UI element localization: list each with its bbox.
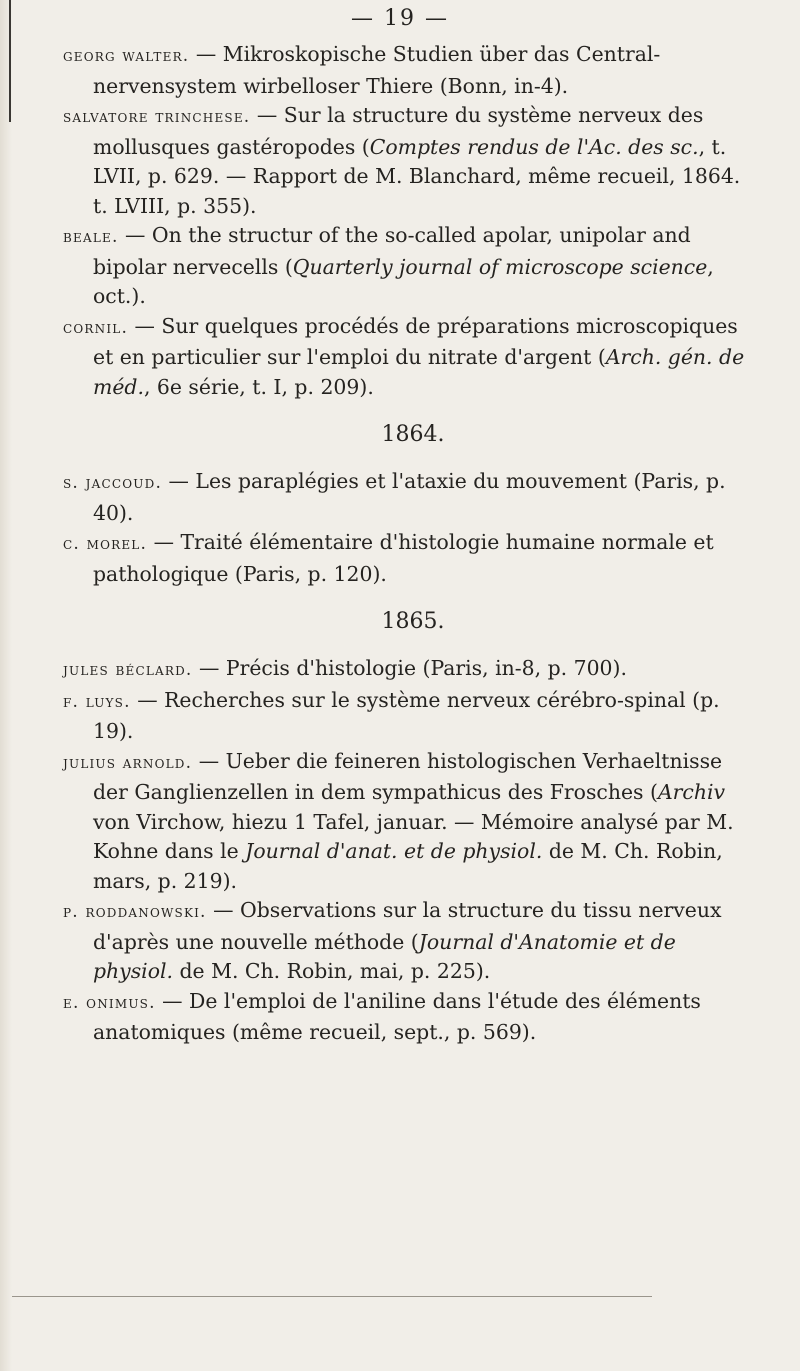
bibliography-list bbox=[63, 40, 753, 1048]
entry-author: p. roddanowski. bbox=[63, 902, 207, 922]
bibliography-entry bbox=[63, 896, 753, 987]
entry-text: — Ueber die feineren histologischen Verhaeltnisse der Ganglienzellen in dem sympathicus des Frosches ( bbox=[93, 748, 723, 804]
bottom-rule bbox=[12, 1296, 652, 1297]
entry-author: beale. bbox=[63, 227, 119, 247]
bibliography-entry bbox=[63, 747, 753, 897]
entry-author: julius arnold. bbox=[63, 752, 193, 773]
entry-source-title: Journal d'anat. et de physiol. bbox=[245, 839, 543, 863]
bibliography-entry bbox=[63, 528, 753, 589]
page-number: — 19 — bbox=[351, 6, 449, 31]
entry-source-title: Quarterly journal of microscope science bbox=[292, 254, 708, 279]
entry-text: — Sur la structure du système nerveux des mollusques gastéropodes ( bbox=[93, 103, 704, 159]
bibliography-entry bbox=[63, 312, 753, 403]
entry-text: — Mikroskopische Studien über das Central-nervensystem wirbelloser Thiere (Bonn, in-4). bbox=[93, 42, 661, 98]
entry-text: — On the structur of the so-called apolar, unipolar and bipolar nervecells ( bbox=[93, 223, 691, 279]
entry-author: e. onimus. bbox=[63, 992, 156, 1013]
entry-text: , oct.). bbox=[93, 254, 714, 308]
entry-text: — De l'emploi de l'aniline dans l'étude des éléments anatomiques (même recueil, sept., p. 569). bbox=[93, 988, 701, 1044]
entry-source-title: Arch. gén. de méd. bbox=[93, 345, 745, 399]
year-heading: 1865. bbox=[381, 609, 445, 634]
entry-author: salvatore trinchese. bbox=[63, 107, 251, 127]
entry-text: — Recherches sur le système nerveux cérébro-spinal (p. 19). bbox=[93, 687, 720, 743]
entry-author: f. luys. bbox=[63, 691, 131, 712]
entry-source-title: Archiv bbox=[657, 780, 726, 804]
bibliography-entry bbox=[63, 40, 753, 101]
entry-source-title: Comptes rendus de l'Ac. des sc. bbox=[369, 134, 699, 159]
entry-text: de M. Ch. Robin, mars, p. 219). bbox=[93, 839, 723, 893]
entry-text: , t. LVII, p. 629. — Rapport de M. Blanchard, même recueil, 1864. t. LVIII, p. 355). bbox=[93, 134, 741, 218]
entry-text: — Observations sur la structure du tissu nerveux d'après une nouvelle méthode ( bbox=[93, 898, 722, 954]
entry-text: — Traité élémentaire d'histologie humaine normale et pathologique (Paris, p. 120). bbox=[93, 530, 714, 586]
page-edge-shadow bbox=[0, 0, 12, 1371]
entry-text: von Virchow, hiezu 1 Tafel, januar. — Mémoire analysé par M. Kohne dans le bbox=[93, 809, 734, 863]
entry-author: s. jaccoud. bbox=[63, 473, 163, 493]
bibliography-entry bbox=[63, 101, 753, 221]
year-heading: 1864. bbox=[381, 422, 445, 447]
bibliography-entry bbox=[63, 654, 753, 686]
entry-author: cornil. bbox=[63, 317, 129, 338]
entry-author: jules béclard. bbox=[63, 660, 193, 680]
entry-text: — Les paraplégies et l'ataxie du mouvement (Paris, p. 40). bbox=[93, 469, 726, 525]
entry-source-title: Journal d'Anatomie et de physiol. bbox=[93, 929, 676, 983]
entry-text: , 6e série, t. I, p. 209). bbox=[143, 374, 374, 399]
bibliography-entry bbox=[63, 467, 753, 528]
bibliography-entry bbox=[63, 686, 753, 747]
entry-text: de M. Ch. Robin, mai, p. 225). bbox=[172, 959, 491, 983]
entry-text: — Précis d'histologie (Paris, in-8, p. 700). bbox=[192, 656, 627, 680]
entry-author: c. morel. bbox=[63, 534, 148, 554]
bibliography-entry bbox=[63, 221, 753, 312]
entry-text: — Sur quelques procédés de préparations microscopiques et en particulier sur l'emploi du nitrate d'argent ( bbox=[93, 313, 738, 369]
bibliography-entry bbox=[63, 987, 753, 1048]
entry-author: georg walter. bbox=[63, 46, 190, 66]
